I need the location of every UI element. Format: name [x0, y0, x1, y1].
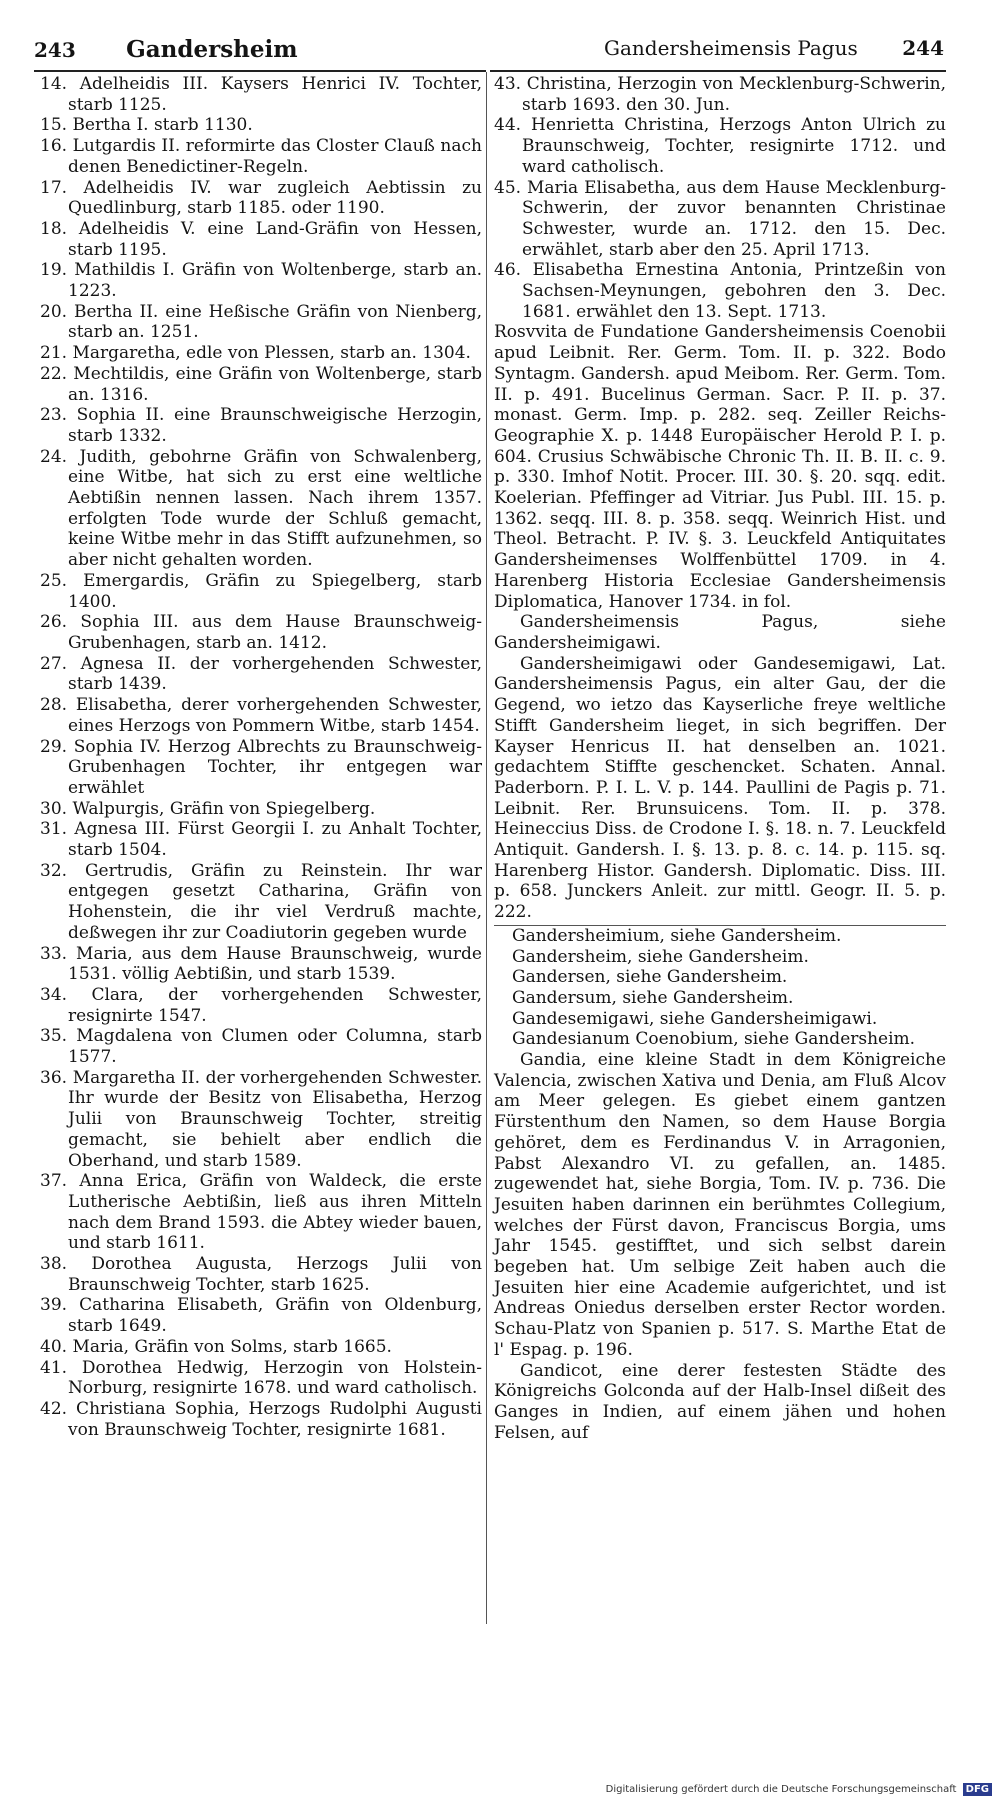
abbess-entry: 28. Elisabetha, derer vorhergehenden Schwester, eines Herzogs von Pommern Witbe, starb 1454. [40, 695, 482, 736]
abbess-entry: 43. Christina, Herzogin von Mecklenburg-Schwerin, starb 1693. den 30. Jun. [494, 74, 946, 115]
abbess-entry: 16. Lutgardis II. reformirte das Closter Clauß nach denen Benedictiner-Regeln. [40, 136, 482, 177]
left-running-title: Gandersheim [126, 36, 298, 63]
abbess-entry: 30. Walpurgis, Gräfin von Spiegelberg. [40, 798, 376, 819]
right-page-header [604, 36, 944, 60]
left-page-header [34, 36, 474, 63]
abbess-entry: 35. Magdalena von Clumen oder Columna, starb 1577. [40, 1026, 482, 1068]
abbess-entry: 41. Dorothea Hedwig, Herzogin von Holstein-Norburg, resignirte 1678. und ward catholisch. [40, 1357, 482, 1399]
abbess-entry: 22. Mechtildis, eine Gräfin von Woltenberge, starb an. 1316. [40, 363, 482, 405]
left-column [40, 74, 482, 1440]
abbess-entry: 31. Agnesa III. Fürst Georgii I. zu Anhalt Tochter, starb 1504. [40, 819, 482, 861]
right-running-title: Gandersheimensis Pagus [604, 36, 858, 60]
abbess-entry: 21. Margaretha, edle von Plessen, starb an. 1304. [40, 343, 471, 364]
pagus-reference: Gandersheimensis Pagus, siehe Gandersheimigawi. [494, 612, 946, 653]
cross-reference: Gandesemigawi, siehe Gandersheimigawi. [512, 1008, 878, 1029]
abbess-entry: 37. Anna Erica, Gräfin von Waldeck, die erste Lutherische Aebtißin, ließ aus ihren Mitteln nach dem Brand 1593. die Abtey wieder bauen, und starb 1611. [40, 1171, 482, 1254]
abbess-entry: 24. Judith, gebohrne Gräfin von Schwalenberg, eine Witbe, hat sich zu erst eine weltliche Aebtißin nennen lassen. Nach ihrem 1357. erfolgten Tode wurde der Schluß gemacht, keine Witbe mehr in das Stifft aufzunehmen, so aber nicht gehalten worden. [40, 446, 482, 571]
abbess-entry: 20. Bertha II. eine Heßische Gräfin von Nienberg, starb an. 1251. [40, 301, 482, 343]
abbess-entry: 45. Maria Elisabetha, aus dem Hause Mecklenburg-Schwerin, der zuvor benannten Christinae Schwester, wurde an. 1712. den 15. Dec. erwählet, starb aber den 25. April 1713. [494, 177, 946, 260]
cross-reference: Gandersheimium, siehe Gandersheim. [512, 925, 842, 946]
abbess-entry: 32. Gertrudis, Gräfin zu Reinstein. Ihr war entgegen gesetzt Catharina, Gräfin von Hohenstein, die ihr viel Verdruß machte, deßwegen ihr zur Coadiutorin gegeben wurde [40, 860, 482, 943]
header-rule-right [490, 70, 946, 72]
abbess-entry: 36. Margaretha II. der vorhergehenden Schwester. Ihr wurde der Besitz von Elisabetha, Herzog Julii von Braunschweig Tochter, streitig gemacht, sie behielt aber endlich die Oberhand, und starb 1589. [40, 1067, 482, 1171]
abbess-entry: 19. Mathildis I. Gräfin von Woltenberge, starb an. 1223. [40, 260, 482, 302]
abbess-entry: 27. Agnesa II. der vorhergehenden Schwester, starb 1439. [40, 653, 482, 695]
gandesemigawi-entry: Gandersheimigawi oder Gandesemigawi, Lat. Gandersheimensis Pagus, ein alter Gau, der die Gegend, wo ietzo das Kayserliche freye weltliche Stifft Gandersheim lieget, in sich begriffen. Der Kayser Henricus II. hat denselben an. 1021. gedachtem Stiffte geschencket. Schaten. Annal. Paderborn. P. I. L. V. p. 144. Paullini de Pagis p. 71. Leibnit. Rer. Brunsuicens. Tom. II. p. 378. Heineccius Diss. de Crodone I. §. 18. n. 7. Leuckfeld Antiquit. Gandersh. I. §. 13. p. 8. c. 14. p. 115. sq. Harenberg Histor. Gandersh. Diplomatic. Diss. III. p. 658. Junckers Anleit. zur mittl. Geogr. II. 5. p. 222. [494, 653, 946, 923]
abbess-entry: 26. Sophia III. aus dem Hause Braunschweig-Grubenhagen, starb an. 1412. [40, 612, 482, 653]
abbess-entry: 25. Emergardis, Gräfin zu Spiegelberg, starb 1400. [40, 570, 482, 612]
right-page-number: 244 [902, 36, 944, 60]
gandia-entry: Gandia, eine kleine Stadt in dem Königreiche Valencia, zwischen Xativa und Denia, am Fluß Alcov am Meer gelegen. Es giebet einem gantzen Fürstenthum den Namen, so dem Hause Borgia gehöret, dem es Ferdinandus V. in Arragonien, Pabst Alexandro VI. zu gefallen, an. 1485. zugewendet hat, siehe Borgia, Tom. IV. p. 736. Die Jesuiten haben darinnen ein berühmtes Collegium, welches der Fürst davon, Franciscus Borgia, ums Jahr 1545. gestifftet, und sich selbst darein begeben hat. Um selbige Zeit haben auch die Jesuiten hier eine Academie aufgerichtet, und ist Andreas Oniedus derselben erster Rector worden. Schau-Platz von Spanien p. 517. S. Marthe Etat de l' Espag. p. 196. [494, 1050, 946, 1360]
sources-paragraph: Rosvvita de Fundatione Gandersheimensis Coenobii apud Leibnit. Rer. Germ. Tom. II. p. 322. Bodo Syntagm. Gandersh. apud Meibom. Rer. Germ. Tom. II. p. 491. Bucelinus German. Sacr. P. II. p. 37. monast. Germ. Imp. p. 282. seq. Zeiller Reichs-Geographie X. p. 1448 Europäischer Herold P. I. p. 604. Crusius Schwäbische Chronic Th. II. B. II. c. 9. p. 330. Imhof Notit. Procer. III. 30. §. 20. sqq. edit. Koelerian. Pfeffinger ad Vitriar. Jus Publ. III. 15. p. 1362. seqq. III. 8. p. 358. seqq. Weinrich Hist. und Theol. Betracht. P. IV. §. 3. Leuckfeld Antiquitates Gandersheimenses Wolffenbüttel 1709. in 4. Harenberg Historia Ecclesiae Gandersheimensis Diplomatica, Hanover 1734. in fol. [494, 322, 946, 612]
abbess-entry: 17. Adelheidis IV. war zugleich Aebtissin zu Quedlinburg, starb 1185. oder 1190. [40, 177, 482, 219]
footer-text: Digitalisierung gefördert durch die Deutsche Forschungsgemeinschaft [605, 1784, 957, 1795]
abbess-entry: 23. Sophia II. eine Braunschweigische Herzogin, starb 1332. [40, 405, 482, 446]
abbess-entry: 18. Adelheidis V. eine Land-Gräfin von Hessen, starb 1195. [40, 218, 482, 260]
cross-reference: Gandersheim, siehe Gandersheim. [512, 946, 809, 967]
abbess-entry: 46. Elisabetha Ernestina Antonia, Printzeßin von Sachsen-Meynungen, gebohren den 3. Dec. 1681. erwählet den 13. Sept. 1713. [494, 260, 946, 322]
cross-reference: Gandersen, siehe Gandersheim. [512, 967, 788, 988]
digitization-footer [606, 1784, 992, 1795]
right-column [494, 74, 946, 1443]
cross-reference: Gandersum, siehe Gandersheim. [512, 987, 794, 1008]
abbess-entry: 42. Christiana Sophia, Herzogs Rudolphi Augusti von Braunschweig Tochter, resignirte 1681. [40, 1399, 482, 1440]
abbess-entry: 34. Clara, der vorhergehenden Schwester, resignirte 1547. [40, 984, 482, 1026]
dfg-logo: DFG [963, 1783, 992, 1796]
abbess-entry: 14. Adelheidis III. Kaysers Henrici IV. Tochter, starb 1125. [40, 74, 482, 115]
column-divider [486, 72, 487, 1624]
abbess-entry: 44. Henrietta Christina, Herzogs Anton Ulrich zu Braunschweig, Tochter, resignirte 1712. und ward catholisch. [494, 115, 946, 177]
abbess-entry: 38. Dorothea Augusta, Herzogs Julii von Braunschweig Tochter, starb 1625. [40, 1254, 482, 1295]
abbess-entry: 33. Maria, aus dem Hause Braunschweig, wurde 1531. völlig Aebtißin, und starb 1539. [40, 943, 482, 985]
header-rule-left [34, 70, 486, 72]
abbess-entry: 39. Catharina Elisabeth, Gräfin von Oldenburg, starb 1649. [40, 1295, 482, 1337]
abbess-entry: 29. Sophia IV. Herzog Albrechts zu Braunschweig-Grubenhagen Tochter, ihr entgegen war erwählet [40, 736, 482, 798]
abbess-entry: 40. Maria, Gräfin von Solms, starb 1665. [40, 1336, 392, 1357]
cross-reference: Gandesianum Coenobium, siehe Gandersheim. [512, 1029, 916, 1050]
left-page-number: 243 [34, 38, 76, 62]
abbess-entry: 15. Bertha I. starb 1130. [40, 115, 253, 136]
gandicot-entry: Gandicot, eine derer festesten Städte des Königreichs Golconda auf der Halb-Insel dißeit des Ganges in Indien, auf einem jähen und hohen Felsen, auf [494, 1360, 946, 1443]
